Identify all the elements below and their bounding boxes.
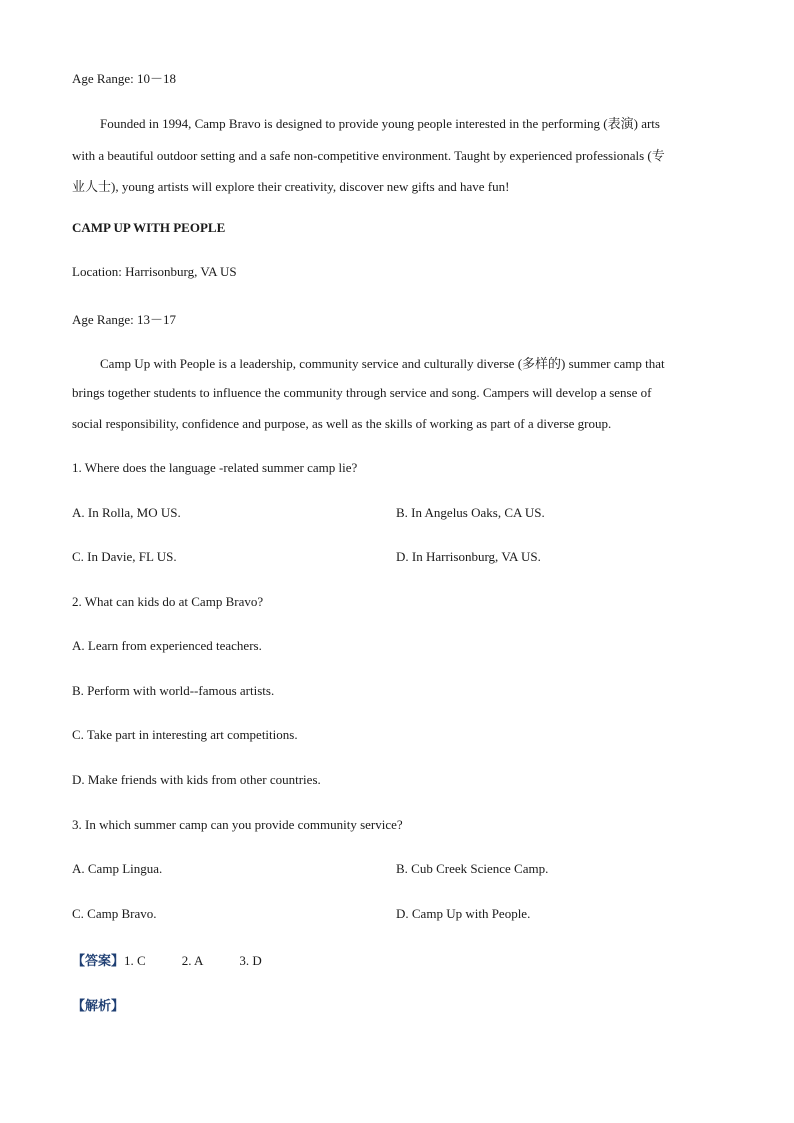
answer-value: 2. A bbox=[181, 953, 204, 968]
question-stem: 1. Where does the language -related summer camp lie? bbox=[72, 460, 358, 475]
camp-up-title: CAMP UP WITH PEOPLE bbox=[72, 220, 226, 235]
answer-option: A. Camp Lingua. bbox=[72, 861, 163, 876]
answer-value: 3. D bbox=[239, 953, 262, 968]
camp-up-age-range: Age Range: 13－17 bbox=[72, 312, 176, 327]
answer-value: 1. C bbox=[124, 953, 146, 968]
answer-option: D. In Harrisonburg, VA US. bbox=[396, 549, 541, 564]
camp-up-description-line: brings together students to influence the community through service and song. Campers will develop a sense of bbox=[72, 385, 652, 400]
answer-option: D. Make friends with kids from other countries. bbox=[72, 772, 321, 787]
bravo-age-range: Age Range: 10－18 bbox=[72, 71, 176, 86]
analysis-label: 【解析】 bbox=[72, 998, 125, 1013]
question-stem: 2. What can kids do at Camp Bravo? bbox=[72, 594, 264, 609]
answer-option: A. Learn from experienced teachers. bbox=[72, 638, 262, 653]
answer-option: D. Camp Up with People. bbox=[396, 906, 531, 921]
answer-option: C. Take part in interesting art competitions. bbox=[72, 727, 298, 742]
answer-key bbox=[72, 950, 262, 969]
answer-option: B. In Angelus Oaks, CA US. bbox=[396, 505, 545, 520]
answer-option: C. In Davie, FL US. bbox=[72, 549, 177, 564]
answer-label: 【答案】 bbox=[72, 953, 125, 968]
question-stem: 3. In which summer camp can you provide community service? bbox=[72, 817, 403, 832]
answer-option: C. Camp Bravo. bbox=[72, 906, 157, 921]
camp-up-location: Location: Harrisonburg, VA US bbox=[72, 264, 237, 279]
bravo-description-line: 业人士), young artists will explore their creativity, discover new gifts and have fun! bbox=[72, 179, 510, 194]
bravo-description-line: with a beautiful outdoor setting and a safe non-competitive environment. Taught by experienced professionals (专 bbox=[72, 148, 665, 163]
answer-option: B. Cub Creek Science Camp. bbox=[396, 861, 549, 876]
camp-up-description-line: Camp Up with People is a leadership, community service and culturally diverse (多样的) summer camp that bbox=[100, 356, 665, 371]
answer-option: B. Perform with world--famous artists. bbox=[72, 683, 275, 698]
bravo-description-line: Founded in 1994, Camp Bravo is designed to provide young people interested in the performing (表演) arts bbox=[100, 116, 660, 131]
camp-up-description-line: social responsibility, confidence and purpose, as well as the skills of working as part of a diverse group. bbox=[72, 416, 612, 431]
answer-option: A. In Rolla, MO US. bbox=[72, 505, 181, 520]
